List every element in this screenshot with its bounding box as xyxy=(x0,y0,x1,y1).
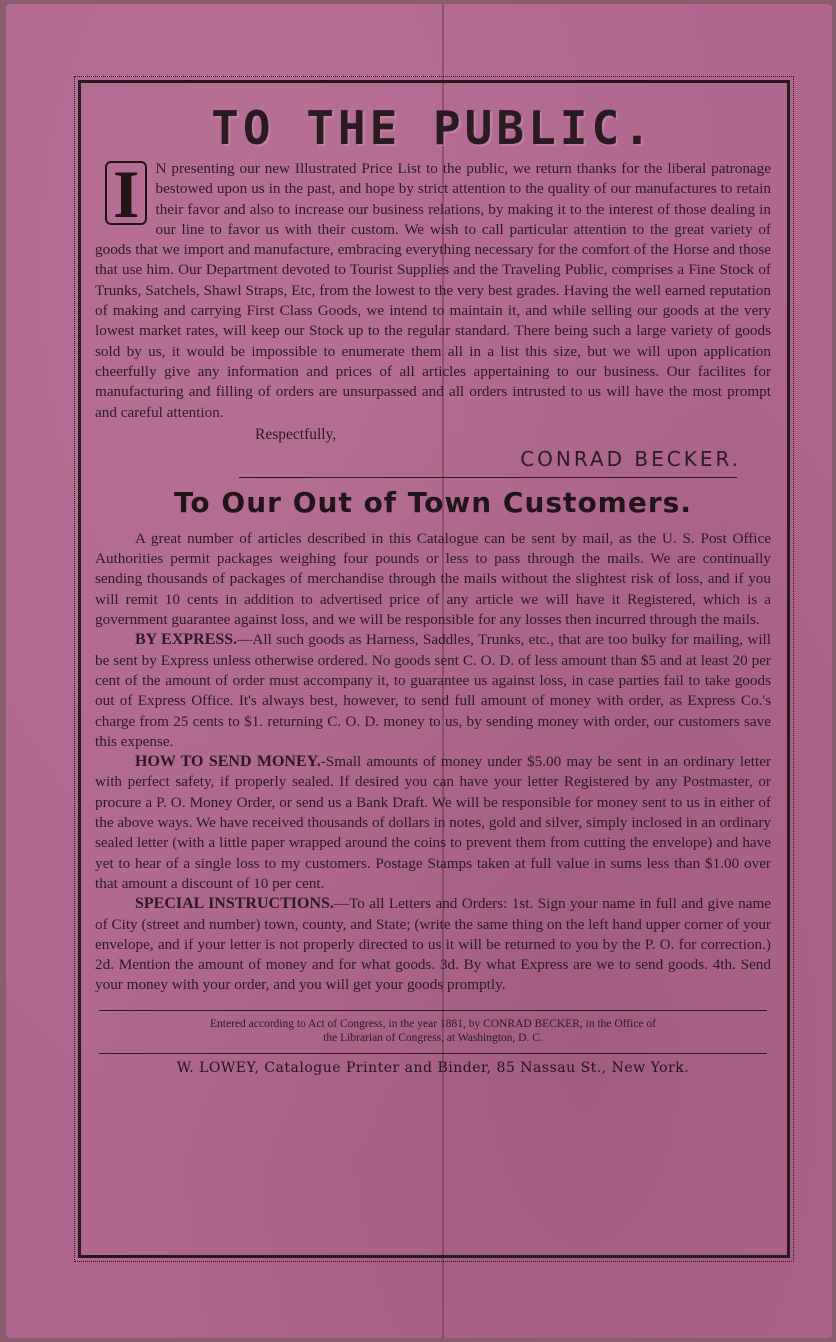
page-content xyxy=(89,87,777,1076)
special-paragraph xyxy=(95,894,771,995)
signature: CONRAD BECKER. xyxy=(520,446,741,471)
copyright-line-2: the Librarian of Congress, at Washington, D. C. xyxy=(323,1031,543,1044)
express-heading: BY EXPRESS. xyxy=(135,631,238,649)
ornamental-border xyxy=(78,80,790,1258)
money-text: -Small amounts of money under $5.00 may be sent in an ordinary letter with perfect safety, if properly sealed. If desired you can have your letter Registered by any Postmaster, or procure a P. O. Money Order, or send us a Bank Draft. We will be responsible for money sent to us in either of the above ways. We have received thousands of dollars in notes, gold and silver, simply inclosed in an ordinary sealed letter (with a little paper wrapped around the coins to prevent them from cutting the envelope) and have yet to hear of a single loss to my customers. Postage Stamps taken at full value in sums less than $1.00 over that amount a discount of 10 per cent. xyxy=(95,753,771,892)
printer-credit: W. LOWEY, Catalogue Printer and Binder, 85 Nassau St., New York. xyxy=(99,1053,767,1076)
page-title: TO THE PUBLIC. xyxy=(211,101,655,155)
intro-paragraph xyxy=(95,156,771,423)
express-text: —All such goods as Harness, Saddles, Trunks, etc., that are too bulky for mailing, will be sent by Express unless otherwise ordered. No goods sent C. O. D. of less amount than $5 and at least 20 per cent of the amount of order must accompany it, to guarantee us against loss, in case parties fail to take goods out of Express Office. It's always best, however, to send full amount of money with order, as Express Co.'s charge from 25 cents to $1. returning C. O. D. money to us, by sending money with order, our customers save this expense. xyxy=(95,631,771,750)
express-paragraph xyxy=(95,630,771,752)
closing: Respectfully, xyxy=(255,425,337,443)
signature-block xyxy=(95,425,771,471)
copyright-notice xyxy=(99,1010,767,1045)
money-heading: HOW TO SEND MONEY. xyxy=(135,753,321,771)
money-paragraph xyxy=(95,752,771,894)
intro-text: N presenting our new Illustrated Price List to the public, we return thanks for the liberal patronage bestowed upon us in the past, and hope by strict attention to the quality of our manufactures to retain their favor and also to increase our business relations, by making it to the interest of those dealing in our line to favor us with their custom. We wish to call particular attention to the great variety of goods that we import and manufacture, embracing everything necessary for the comfort of the Horse and those that use him. Our Department devoted to Tourist Supplies and the Traveling Public, comprises a Fine Stock of Trunks, Satchels, Shawl Straps, Etc, from the lowest to the very best grades. Having the well earned reputation of making and carrying First Class Goods, we intend to maintain it, and while selling our goods at the very lowest market rates, will keep our Stock up to the regular standard. There being such a large variety of goods sold by us, it would be impossible to enumerate them all in a list this size, but we will upon application cheerfully give any information and prices of all articles appertaining to our business. Our facilites for manufacturing and filling of orders are unsurpassed and all orders intrusted to us will have the most prompt and careful attention. xyxy=(95,160,771,421)
special-heading: SPECIAL INSTRUCTIONS. xyxy=(135,895,334,913)
special-text: —To all Letters and Orders: 1st. Sign your name in full and give name of City (street and number) town, county, and State; (write the same thing on the left hand upper corner of your envelope, and if your letter is not properly directed to us it will be returned to you by the P. O. for correction.) 2d. Mention the amount of money and for what goods. 3d. By what Express are we to send goods. 4th. Send your money with your order, and you will get your goods promptly. xyxy=(95,895,772,994)
mail-paragraph: A great number of articles described in this Catalogue can be sent by mail, as the U. S. Post Office Authorities permit packages weighing four pounds or less to pass through the mails. We are continually sending thousands of packages of merchandise through the mails without the slightest risk of loss, and if you will remit 10 cents in addition to advertised price of any article we will have it Registered, which is a government guarantee against loss, and we will be responsible for any losses then incurred through the mails. xyxy=(95,529,771,629)
copyright-line-1: Entered according to Act of Congress, in the year 1881, by CONRAD BECKER, in the Office of xyxy=(210,1017,656,1030)
section-title: To Our Out of Town Customers. xyxy=(174,485,692,519)
dropcap-letter: I xyxy=(105,161,147,225)
divider xyxy=(239,477,737,478)
catalogue-page xyxy=(6,4,832,1338)
